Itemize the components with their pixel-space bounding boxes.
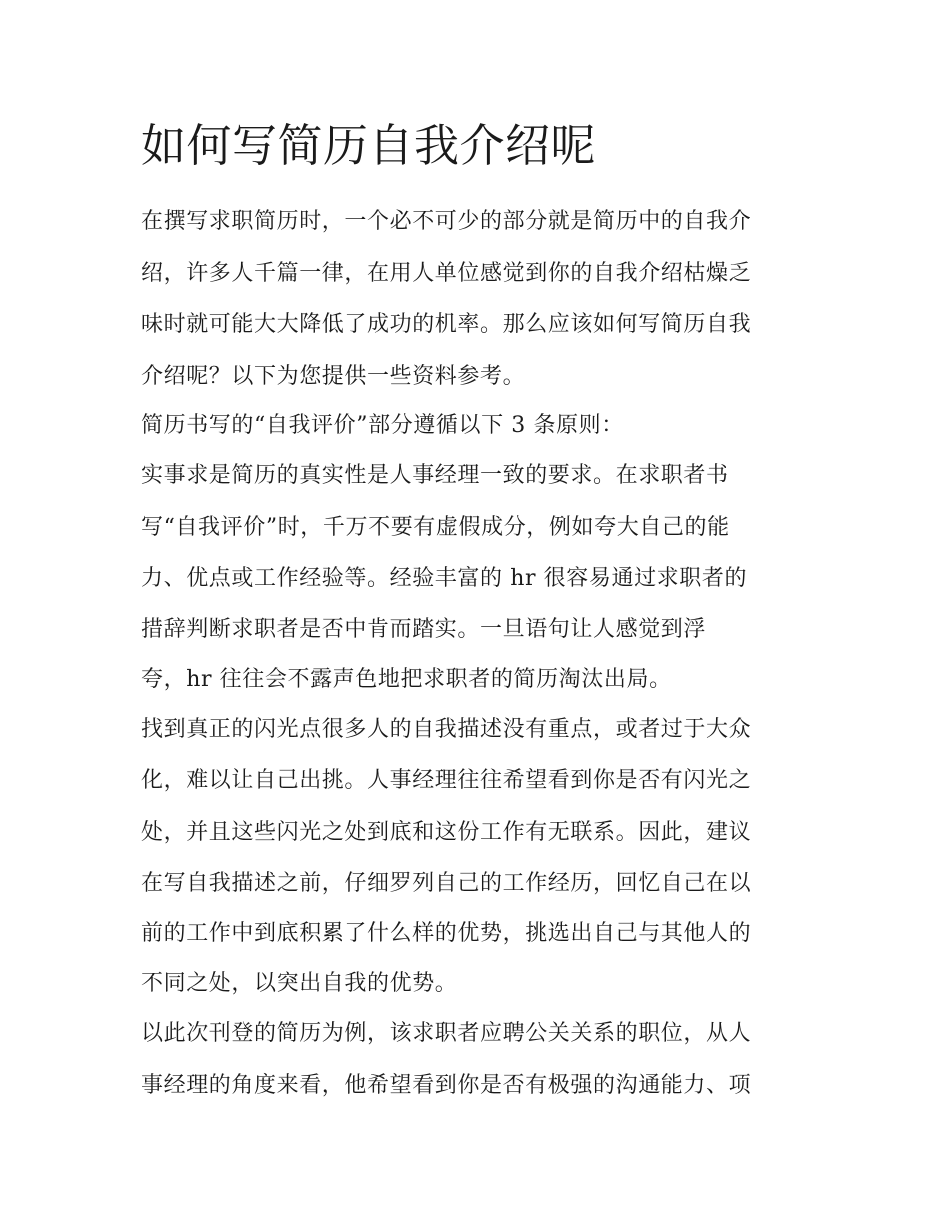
paragraph-line: 简历书写的“自我评价”部分遵循以下 3 条原则： xyxy=(141,413,624,438)
paragraph-line: 在写自我描述之前，仔细罗列自己的工作经历，回忆自己在以 xyxy=(141,871,752,896)
paragraph-line: 夸，hr 往往会不露声色地把求职者的简历淘汰出局。 xyxy=(141,667,672,692)
paragraph-line: 实事求是简历的真实性是人事经理一致的要求。在求职者书 xyxy=(141,463,729,488)
paragraph-line: 处，并且这些闪光之处到底和这份工作有无联系。因此，建议 xyxy=(141,820,752,845)
paragraph-line: 绍，许多人千篇一律，在用人单位感觉到你的自我介绍枯燥乏 xyxy=(141,261,752,286)
paragraph-line: 不同之处，以突出自我的优势。 xyxy=(141,971,458,996)
paragraph-line: 力、优点或工作经验等。经验丰富的 hr 很容易通过求职者的 xyxy=(141,566,748,591)
paragraph-line: 以此次刊登的简历为例，该求职者应聘公关关系的职位，从人 xyxy=(141,1021,752,1046)
paragraph-line: 介绍呢？以下为您提供一些资料参考。 xyxy=(141,364,526,389)
paragraph-line: 事经理的角度来看，他希望看到你是否有极强的沟通能力、项 xyxy=(141,1073,752,1098)
paragraph-line: 前的工作中到底积累了什么样的优势，挑选出自己与其他人的 xyxy=(141,921,752,946)
paragraph-line: 在撰写求职简历时，一个必不可少的部分就是简历中的自我介 xyxy=(141,209,752,234)
paragraph-line: 措辞判断求职者是否中肯而踏实。一旦语句让人感觉到浮 xyxy=(141,617,707,642)
paragraph-line: 找到真正的闪光点很多人的自我描述没有重点，或者过于大众 xyxy=(141,717,752,742)
document-title: 如何写简历自我介绍呢 xyxy=(141,119,597,172)
paragraph-line: 味时就可能大大降低了成功的机率。那么应该如何写简历自我 xyxy=(141,312,752,337)
paragraph-line: 化，难以让自己出挑。人事经理往往希望看到你是否有闪光之 xyxy=(141,768,752,793)
paragraph-line: 写“自我评价”时，千万不要有虚假成分，例如夸大自己的能 xyxy=(141,515,730,540)
